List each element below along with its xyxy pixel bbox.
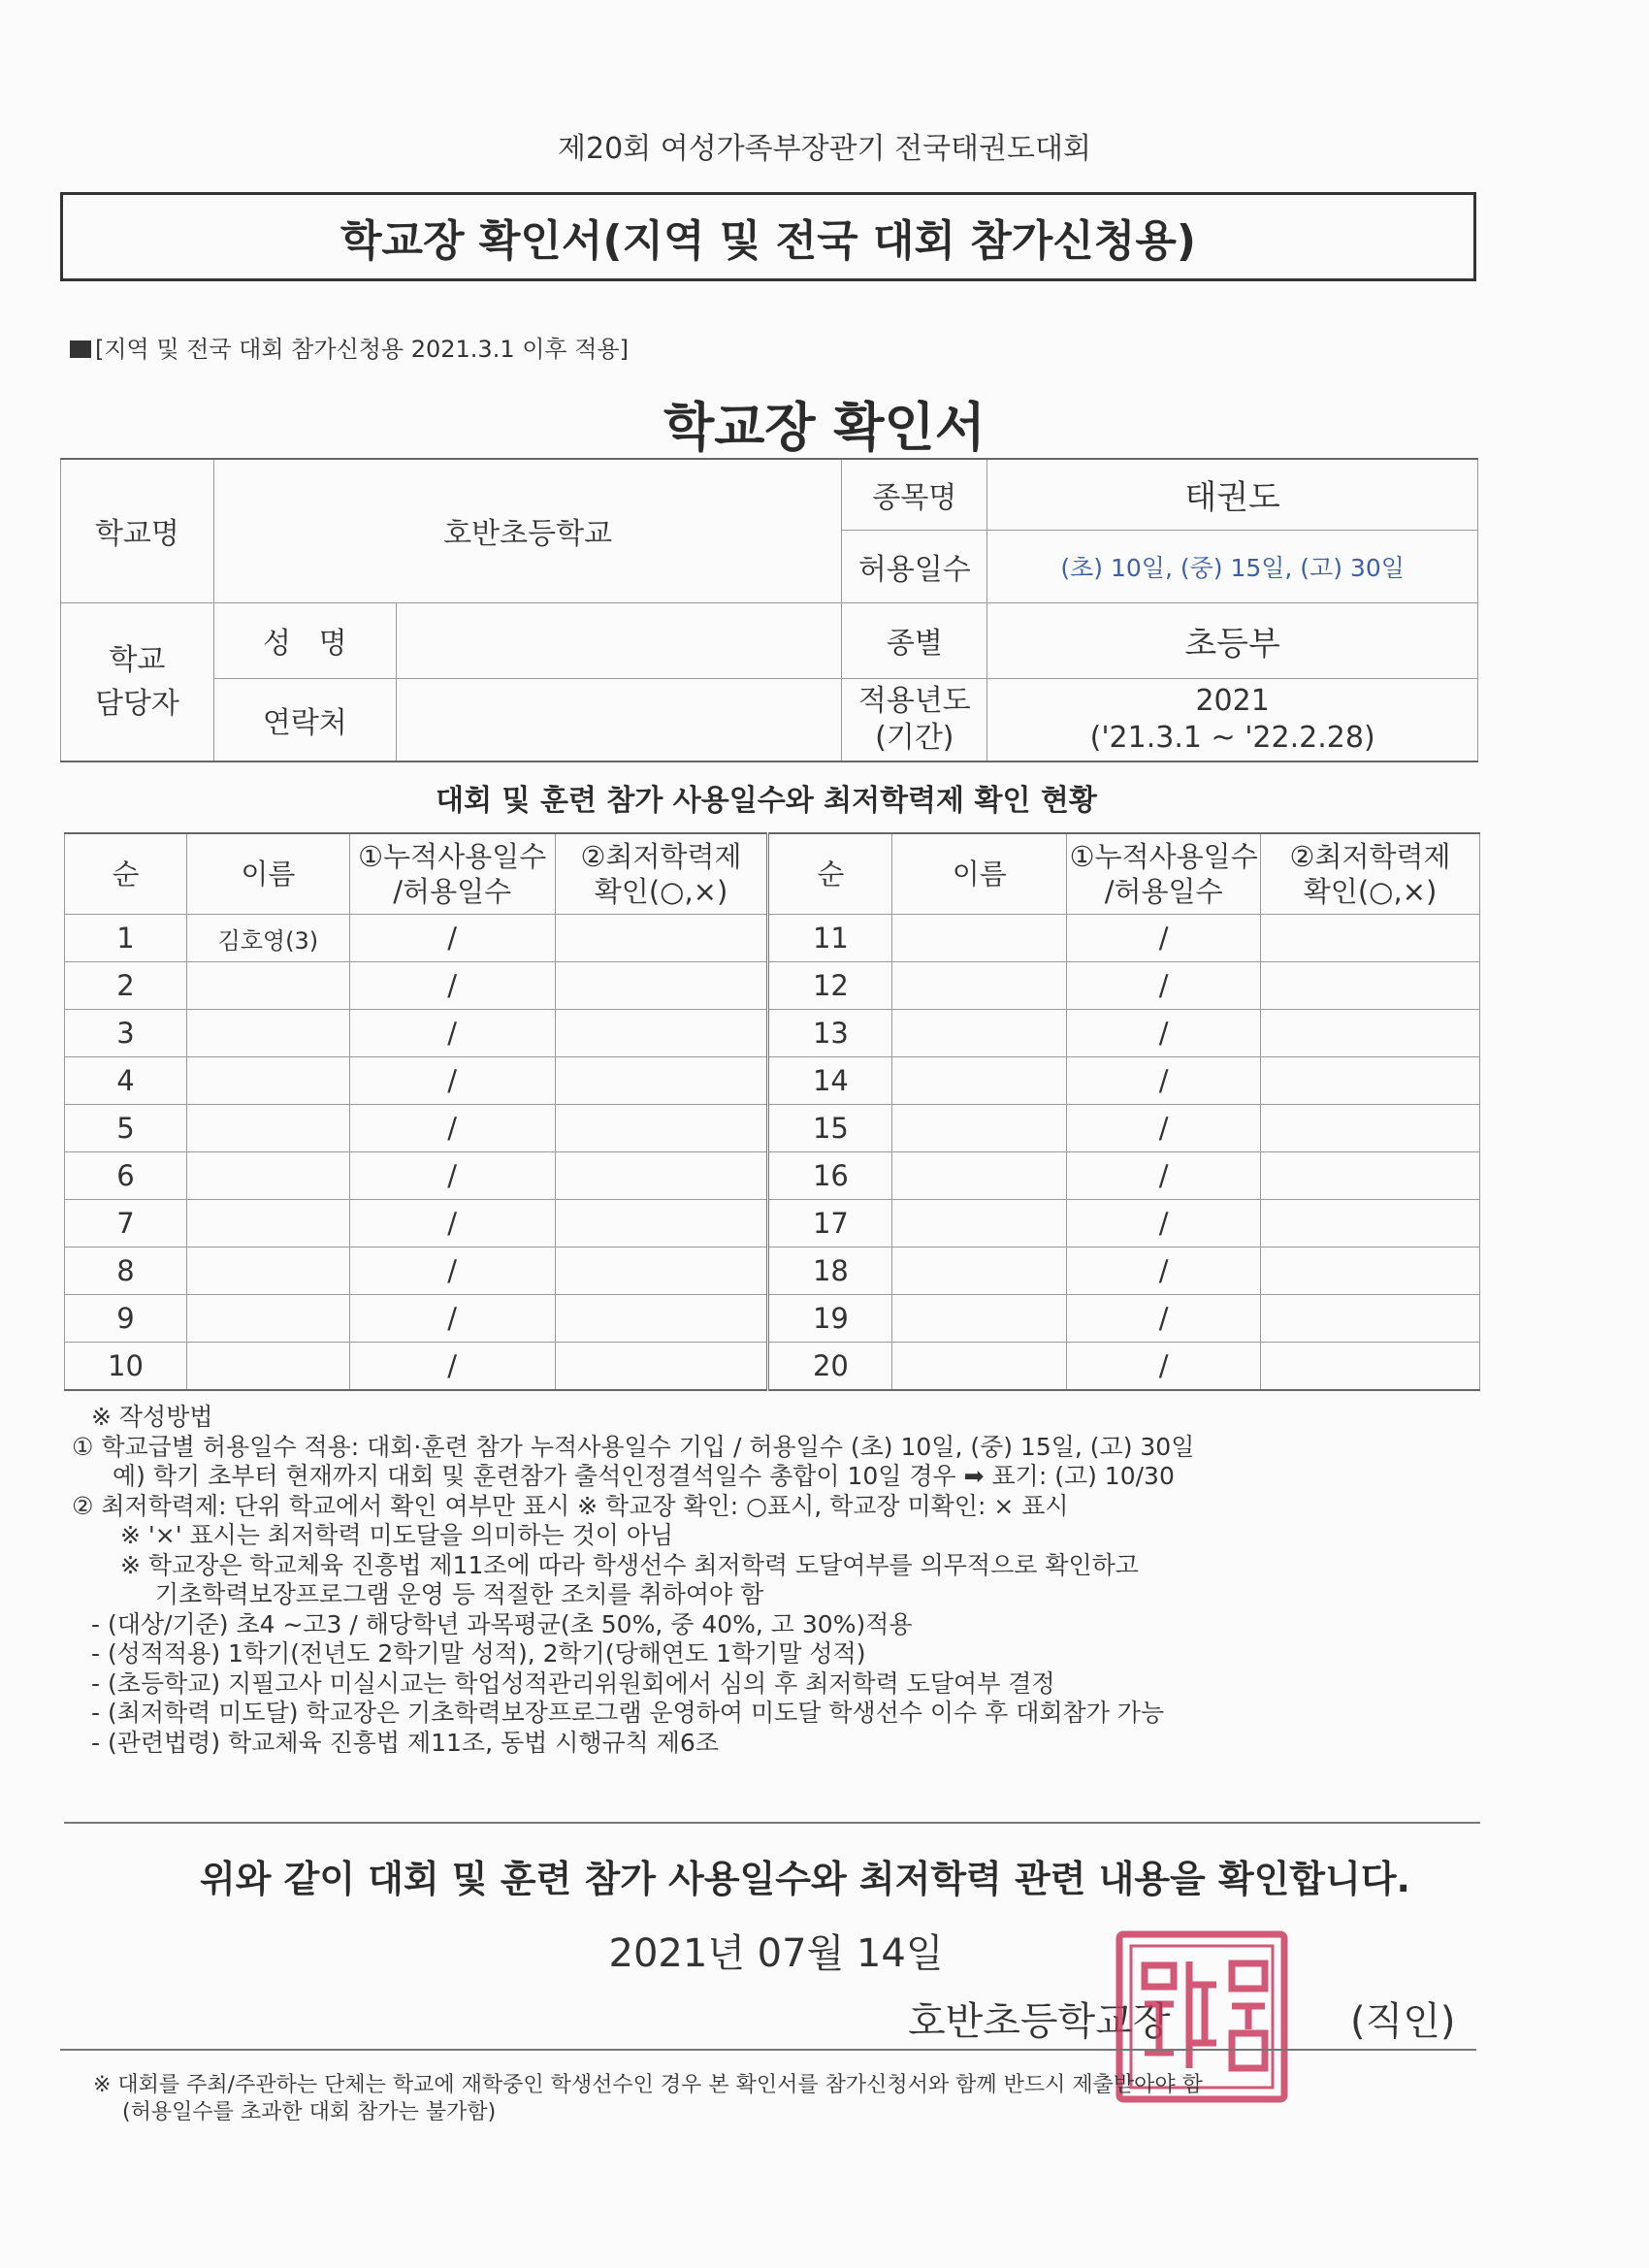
days-cell[interactable]: / <box>349 1200 555 1247</box>
square-bullet-icon <box>70 340 91 358</box>
table-row <box>65 1247 1480 1295</box>
col-header-check-line-1: ②최저학력제 <box>580 839 742 873</box>
row-number: 19 <box>768 1295 892 1343</box>
student-name-cell[interactable] <box>892 1200 1067 1247</box>
row-number: 2 <box>65 962 187 1010</box>
col-header-check-line-2: 확인(○,×) <box>594 875 728 908</box>
days-cell[interactable]: / <box>1067 962 1261 1010</box>
days-cell[interactable]: / <box>349 1343 555 1391</box>
instruction-line: ※ 작성방법 <box>91 1403 213 1431</box>
student-name-cell[interactable] <box>892 1247 1067 1295</box>
check-cell[interactable] <box>555 915 768 962</box>
col-header-name: 이름 <box>186 833 349 915</box>
table-header-row <box>65 833 1480 915</box>
year-value-line-1: 2021 <box>1195 684 1270 719</box>
row-number: 8 <box>65 1247 187 1295</box>
check-cell[interactable] <box>555 1152 768 1200</box>
table-row <box>65 962 1480 1010</box>
allowed-days-label: 허용일수 <box>842 530 987 602</box>
table-row <box>65 915 1480 962</box>
applies-note <box>70 330 629 364</box>
col-header-days-right-line-1: ①누적사용일수 <box>1069 839 1258 873</box>
days-cell[interactable]: / <box>1067 1247 1261 1295</box>
table-row <box>65 1343 1480 1391</box>
row-number: 17 <box>768 1200 892 1247</box>
days-cell[interactable]: / <box>349 1105 555 1152</box>
row-number: 10 <box>65 1343 187 1391</box>
principal-name: 호반초등학교장 <box>908 1999 1171 2044</box>
footer-line-2: (허용일수를 초과한 대회 참가는 불가함) <box>122 2100 497 2124</box>
student-name-cell[interactable] <box>892 1152 1067 1200</box>
staff-label <box>61 602 214 761</box>
col-header-check-right-line-1: ②최저학력제 <box>1289 839 1451 873</box>
info-table <box>60 458 1478 762</box>
student-name-cell[interactable] <box>892 1105 1067 1152</box>
instruction-line: ※ 학교장은 학교체육 진흥법 제11조에 따라 학생선수 최저학력 도달여부를 의무적으로 확인하고 <box>120 1550 1139 1579</box>
check-cell[interactable] <box>1261 1010 1480 1057</box>
check-cell[interactable] <box>555 1247 768 1295</box>
student-name-cell[interactable]: 김호영(3) <box>186 915 349 962</box>
event-title: 제20회 여성가족부장관기 전국태권도대회 <box>558 132 1091 166</box>
instruction-line: 예) 학기 초부터 현재까지 대회 및 훈련참가 출석인정결석일수 총합이 10일 경우 ➡ 표기: (고) 10/30 <box>113 1462 1175 1490</box>
check-cell[interactable] <box>1261 1152 1480 1200</box>
allowed-days-value[interactable]: (초) 10일, (중) 15일, (고) 30일 <box>987 530 1478 602</box>
contact-value[interactable] <box>396 678 842 761</box>
check-cell[interactable] <box>1261 915 1480 962</box>
student-name-cell[interactable] <box>892 1057 1067 1105</box>
row-number: 12 <box>768 962 892 1010</box>
check-cell[interactable] <box>1261 1057 1480 1105</box>
student-name-cell[interactable] <box>186 1200 349 1247</box>
col-header-check <box>555 833 768 915</box>
instruction-line: - (초등학교) 지필고사 미실시교는 학업성적관리위원회에서 심의 후 최저학력 도달여부 결정 <box>91 1669 1055 1698</box>
check-cell[interactable] <box>555 1295 768 1343</box>
form-title: 학교장 확인서 <box>663 397 986 458</box>
student-name-cell[interactable] <box>186 1010 349 1057</box>
contact-label: 연락처 <box>213 678 396 761</box>
student-name-cell[interactable] <box>186 1343 349 1391</box>
col-header-check-right-line-2: 확인(○,×) <box>1303 875 1438 908</box>
check-cell[interactable] <box>1261 962 1480 1010</box>
row-number: 5 <box>65 1105 187 1152</box>
check-cell[interactable] <box>1261 1247 1480 1295</box>
staff-label-line-1: 학교 <box>109 642 166 677</box>
col-header-no: 순 <box>65 833 187 915</box>
staff-name-value[interactable] <box>396 602 842 678</box>
division-value[interactable]: 초등부 <box>987 602 1478 678</box>
col-header-no-right: 순 <box>768 833 892 915</box>
check-cell[interactable] <box>555 1010 768 1057</box>
confirmation-statement: 위와 같이 대회 및 훈련 참가 사용일수와 최저학력 관련 내용을 확인합니다. <box>200 1858 1410 1900</box>
box-title: 학교장 확인서(지역 및 전국 대회 참가신청용) <box>340 216 1196 266</box>
check-cell[interactable] <box>555 1057 768 1105</box>
row-number: 15 <box>768 1105 892 1152</box>
sport-value[interactable]: 태권도 <box>987 459 1478 530</box>
student-name-cell[interactable] <box>186 1152 349 1200</box>
student-name-cell[interactable] <box>892 962 1067 1010</box>
issue-date: 2021년 07월 14일 <box>608 1931 944 1976</box>
footer-line-1: ※ 대회를 주최/주관하는 단체는 학교에 재학중인 학생선수인 경우 본 확인서를 참가신청서와 함께 반드시 제출받아야 함 <box>93 2073 1203 2097</box>
row-number: 13 <box>768 1010 892 1057</box>
student-name-cell[interactable] <box>186 1295 349 1343</box>
row-number: 3 <box>65 1010 187 1057</box>
col-header-days-line-2: /허용일수 <box>393 875 512 908</box>
instruction-line: 기초학력보장프로그램 운영 등 적절한 조치를 취하여야 함 <box>155 1580 764 1608</box>
title-box <box>60 192 1476 281</box>
year-label-line-2: (기간) <box>875 720 954 755</box>
days-cell[interactable]: / <box>349 915 555 962</box>
row-number: 16 <box>768 1152 892 1200</box>
year-label <box>842 678 987 761</box>
student-name-cell[interactable] <box>892 1010 1067 1057</box>
table-row <box>65 1057 1480 1105</box>
col-header-check-right <box>1261 833 1480 915</box>
staff-label-line-2: 담당자 <box>94 686 179 721</box>
col-header-days-right-line-2: /허용일수 <box>1104 875 1223 908</box>
applies-note-text: [지역 및 전국 대회 참가신청용 2021.3.1 이후 적용] <box>95 336 629 363</box>
student-name-cell[interactable] <box>186 1105 349 1152</box>
check-cell[interactable] <box>555 962 768 1010</box>
instruction-line: - (최저학력 미도달) 학교장은 기초학력보장프로그램 운영하여 미도달 학생선수 이수 후 대회참가 가능 <box>91 1699 1165 1727</box>
row-number: 18 <box>768 1247 892 1295</box>
days-cell[interactable]: / <box>1067 915 1261 962</box>
instruction-line: - (관련법령) 학교체육 진흥법 제11조, 동법 시행규칙 제6조 <box>91 1728 719 1757</box>
check-cell[interactable] <box>555 1200 768 1247</box>
days-cell[interactable]: / <box>349 1152 555 1200</box>
table-body <box>65 915 1480 1391</box>
days-cell[interactable]: / <box>1067 1010 1261 1057</box>
table-row <box>65 1295 1480 1343</box>
days-cell[interactable]: / <box>1067 1105 1261 1152</box>
student-name-cell[interactable] <box>186 1057 349 1105</box>
days-cell[interactable]: / <box>349 1057 555 1105</box>
row-number: 4 <box>65 1057 187 1105</box>
student-name-cell[interactable] <box>892 1343 1067 1391</box>
participant-table <box>64 832 1480 1391</box>
col-header-days-right <box>1067 833 1261 915</box>
days-cell[interactable]: / <box>349 962 555 1010</box>
status-heading: 대회 및 훈련 참가 사용일수와 최저학력제 확인 현황 <box>436 784 1097 818</box>
student-name-cell[interactable] <box>892 1295 1067 1343</box>
school-name-label: 학교명 <box>61 459 214 602</box>
check-cell[interactable] <box>1261 1343 1480 1391</box>
bottom-divider <box>60 2049 1476 2051</box>
row-number: 7 <box>65 1200 187 1247</box>
instruction-line: ② 최저학력제: 단위 학교에서 확인 여부만 표시 ※ 학교장 확인: ○표시, 학교장 미확인: × 표시 <box>72 1491 1069 1520</box>
row-number: 1 <box>65 915 187 962</box>
col-header-name-right: 이름 <box>892 833 1067 915</box>
instructions <box>72 1403 1488 1758</box>
year-value-line-2: ('21.3.1 ~ '22.2.28) <box>1089 720 1375 755</box>
days-cell[interactable]: / <box>349 1247 555 1295</box>
table-row <box>65 1152 1480 1200</box>
check-cell[interactable] <box>1261 1295 1480 1343</box>
school-name-value[interactable]: 호반초등학교 <box>213 459 842 602</box>
days-cell[interactable]: / <box>1067 1295 1261 1343</box>
col-header-days <box>349 833 555 915</box>
staff-name-label: 성 명 <box>213 602 396 678</box>
check-cell[interactable] <box>555 1343 768 1391</box>
seal-label: (직인) <box>1350 1999 1456 2044</box>
year-label-line-1: 적용년도 <box>857 684 971 719</box>
instruction-line: - (대상/기준) 초4 ~고3 / 해당학년 과목평균(초 50%, 중 40%, 고 30%)적용 <box>91 1609 913 1638</box>
student-name-cell[interactable] <box>186 1247 349 1295</box>
student-name-cell[interactable] <box>186 962 349 1010</box>
days-cell[interactable]: / <box>1067 1200 1261 1247</box>
table-row <box>65 1105 1480 1152</box>
divider <box>64 1822 1480 1824</box>
days-cell[interactable]: / <box>1067 1343 1261 1391</box>
instruction-line: ① 학교급별 허용일수 적용: 대회·훈련 참가 누적사용일수 기입 / 허용일수 (초) 10일, (중) 15일, (고) 30일 <box>72 1432 1195 1461</box>
col-header-days-line-1: ①누적사용일수 <box>358 839 547 873</box>
days-cell[interactable]: / <box>349 1010 555 1057</box>
row-number: 11 <box>768 915 892 962</box>
student-name-cell[interactable] <box>892 915 1067 962</box>
check-cell[interactable] <box>555 1105 768 1152</box>
sport-label: 종목명 <box>842 459 987 530</box>
instruction-line: - (성적적용) 1학기(전년도 2학기말 성적), 2학기(당해연도 1학기말 성적) <box>91 1639 866 1668</box>
days-cell[interactable]: / <box>1067 1057 1261 1105</box>
table-row <box>65 1010 1480 1057</box>
check-cell[interactable] <box>1261 1105 1480 1152</box>
row-number: 20 <box>768 1343 892 1391</box>
year-value[interactable] <box>987 678 1478 761</box>
row-number: 14 <box>768 1057 892 1105</box>
check-cell[interactable] <box>1261 1200 1480 1247</box>
table-row <box>65 1200 1480 1247</box>
row-number: 9 <box>65 1295 187 1343</box>
row-number: 6 <box>65 1152 187 1200</box>
footer-note <box>93 2072 1203 2126</box>
days-cell[interactable]: / <box>1067 1152 1261 1200</box>
division-label: 종별 <box>842 602 987 678</box>
days-cell[interactable]: / <box>349 1295 555 1343</box>
instruction-line: ※ '×' 표시는 최저학력 미도달을 의미하는 것이 아님 <box>120 1521 674 1549</box>
